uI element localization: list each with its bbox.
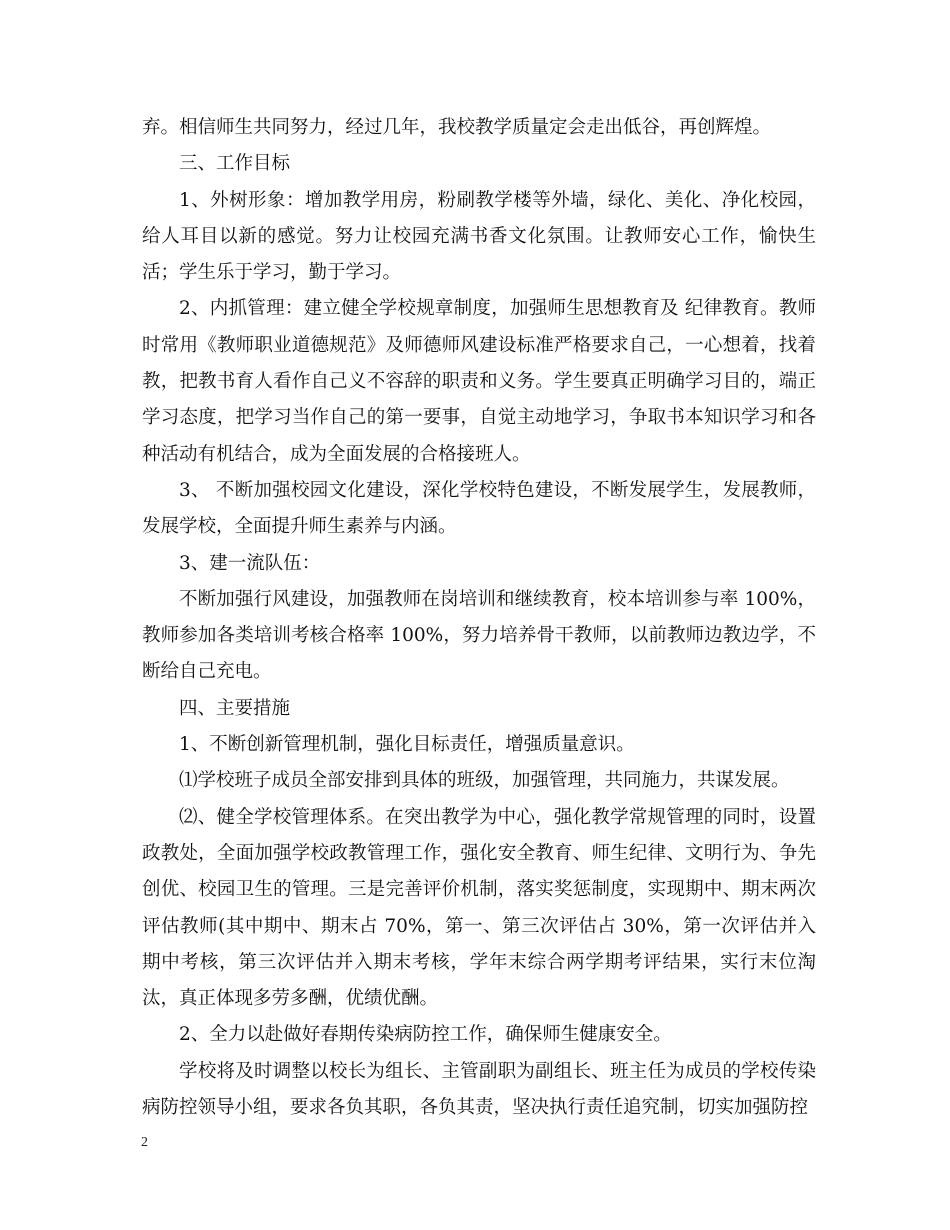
paragraph: ⑴学校班子成员全部安排到具体的班级，加强管理，共同施力，共谋发展。 (179, 770, 790, 792)
paragraph: 3、建一流队伍： (179, 552, 321, 574)
paragraph: 1、不断创新管理机制，强化目标责任，增强质量意识。 (179, 734, 635, 756)
paragraph: 四、主要措施 (179, 697, 291, 719)
page-number: 2 (141, 1135, 148, 1150)
paragraph: 2、内抓管理：建立健全学校规章制度，加强师生思想教育及 纪律教育。教师时常用《教师职业道德规范》及师德师风建设标准严格要求自己，一心想着，找着教，把教书育人看作自己义不容辞的职责和义务。学生要真正明确学习目的，端正学习态度，把学习当作自己的第一要事，自觉主动地学习，争取书本知识学习和各种活动有机结合，成为全面发展的合格接班人。 (142, 298, 816, 465)
paragraph: 3、 不断加强校园文化建设，深化学校特色建设，不断发展学生，发展教师，发展学校，全面提升师生素养与内涵。 (142, 479, 816, 538)
paragraph: 弃。相信师生共同努力，经过几年，我校教学质量定会走出低谷，再创辉煌。 (142, 117, 772, 138)
paragraph: 不断加强行风建设，加强教师在岗培训和继续教育，校本培训参与率 100%，教师参加各类培训考核合格率 100%，努力培养骨干教师，以前教师边教边学，不断给自己充电。 (142, 588, 816, 683)
body-text (142, 110, 816, 1126)
paragraph: 学校将及时调整以校长为组长、主管副职为副组长、班主任为成员的学校传染病防控领导小组，要求各负其职，各负其责，坚决执行责任追究制，切实加强防控 (142, 1060, 816, 1119)
paragraph: 2、全力以赴做好春期传染病防控工作，确保师生健康安全。 (179, 1024, 672, 1046)
paragraph: 1、外树形象：增加教学用房，粉刷教学楼等外墙，绿化、美化、净化校园，给人耳目以新的感觉。努力让校园充满书香文化氛围。让教师安心工作，愉快生活；学生乐于学习，勤于学习。 (142, 189, 816, 284)
paragraph: ⑵、健全学校管理体系。在突出教学为中心，强化教学常规管理的同时，设置政教处，全面加强学校政教管理工作，强化安全教育、师生纪律、文明行为、争先创优、校园卫生的管理。三是完善评价机制，落实奖惩制度，实现期中、期末两次评估教师(其中期中、期末占 70%，第一、第三次评估占 30%，第一次评估并入期中考核，第三次评估并入期末考核，学年末综合两学期考评结果，实行末位淘汰，真正体现多劳多酬，优绩优酬。 (142, 806, 816, 1010)
paragraph: 三、工作目标 (179, 153, 291, 175)
